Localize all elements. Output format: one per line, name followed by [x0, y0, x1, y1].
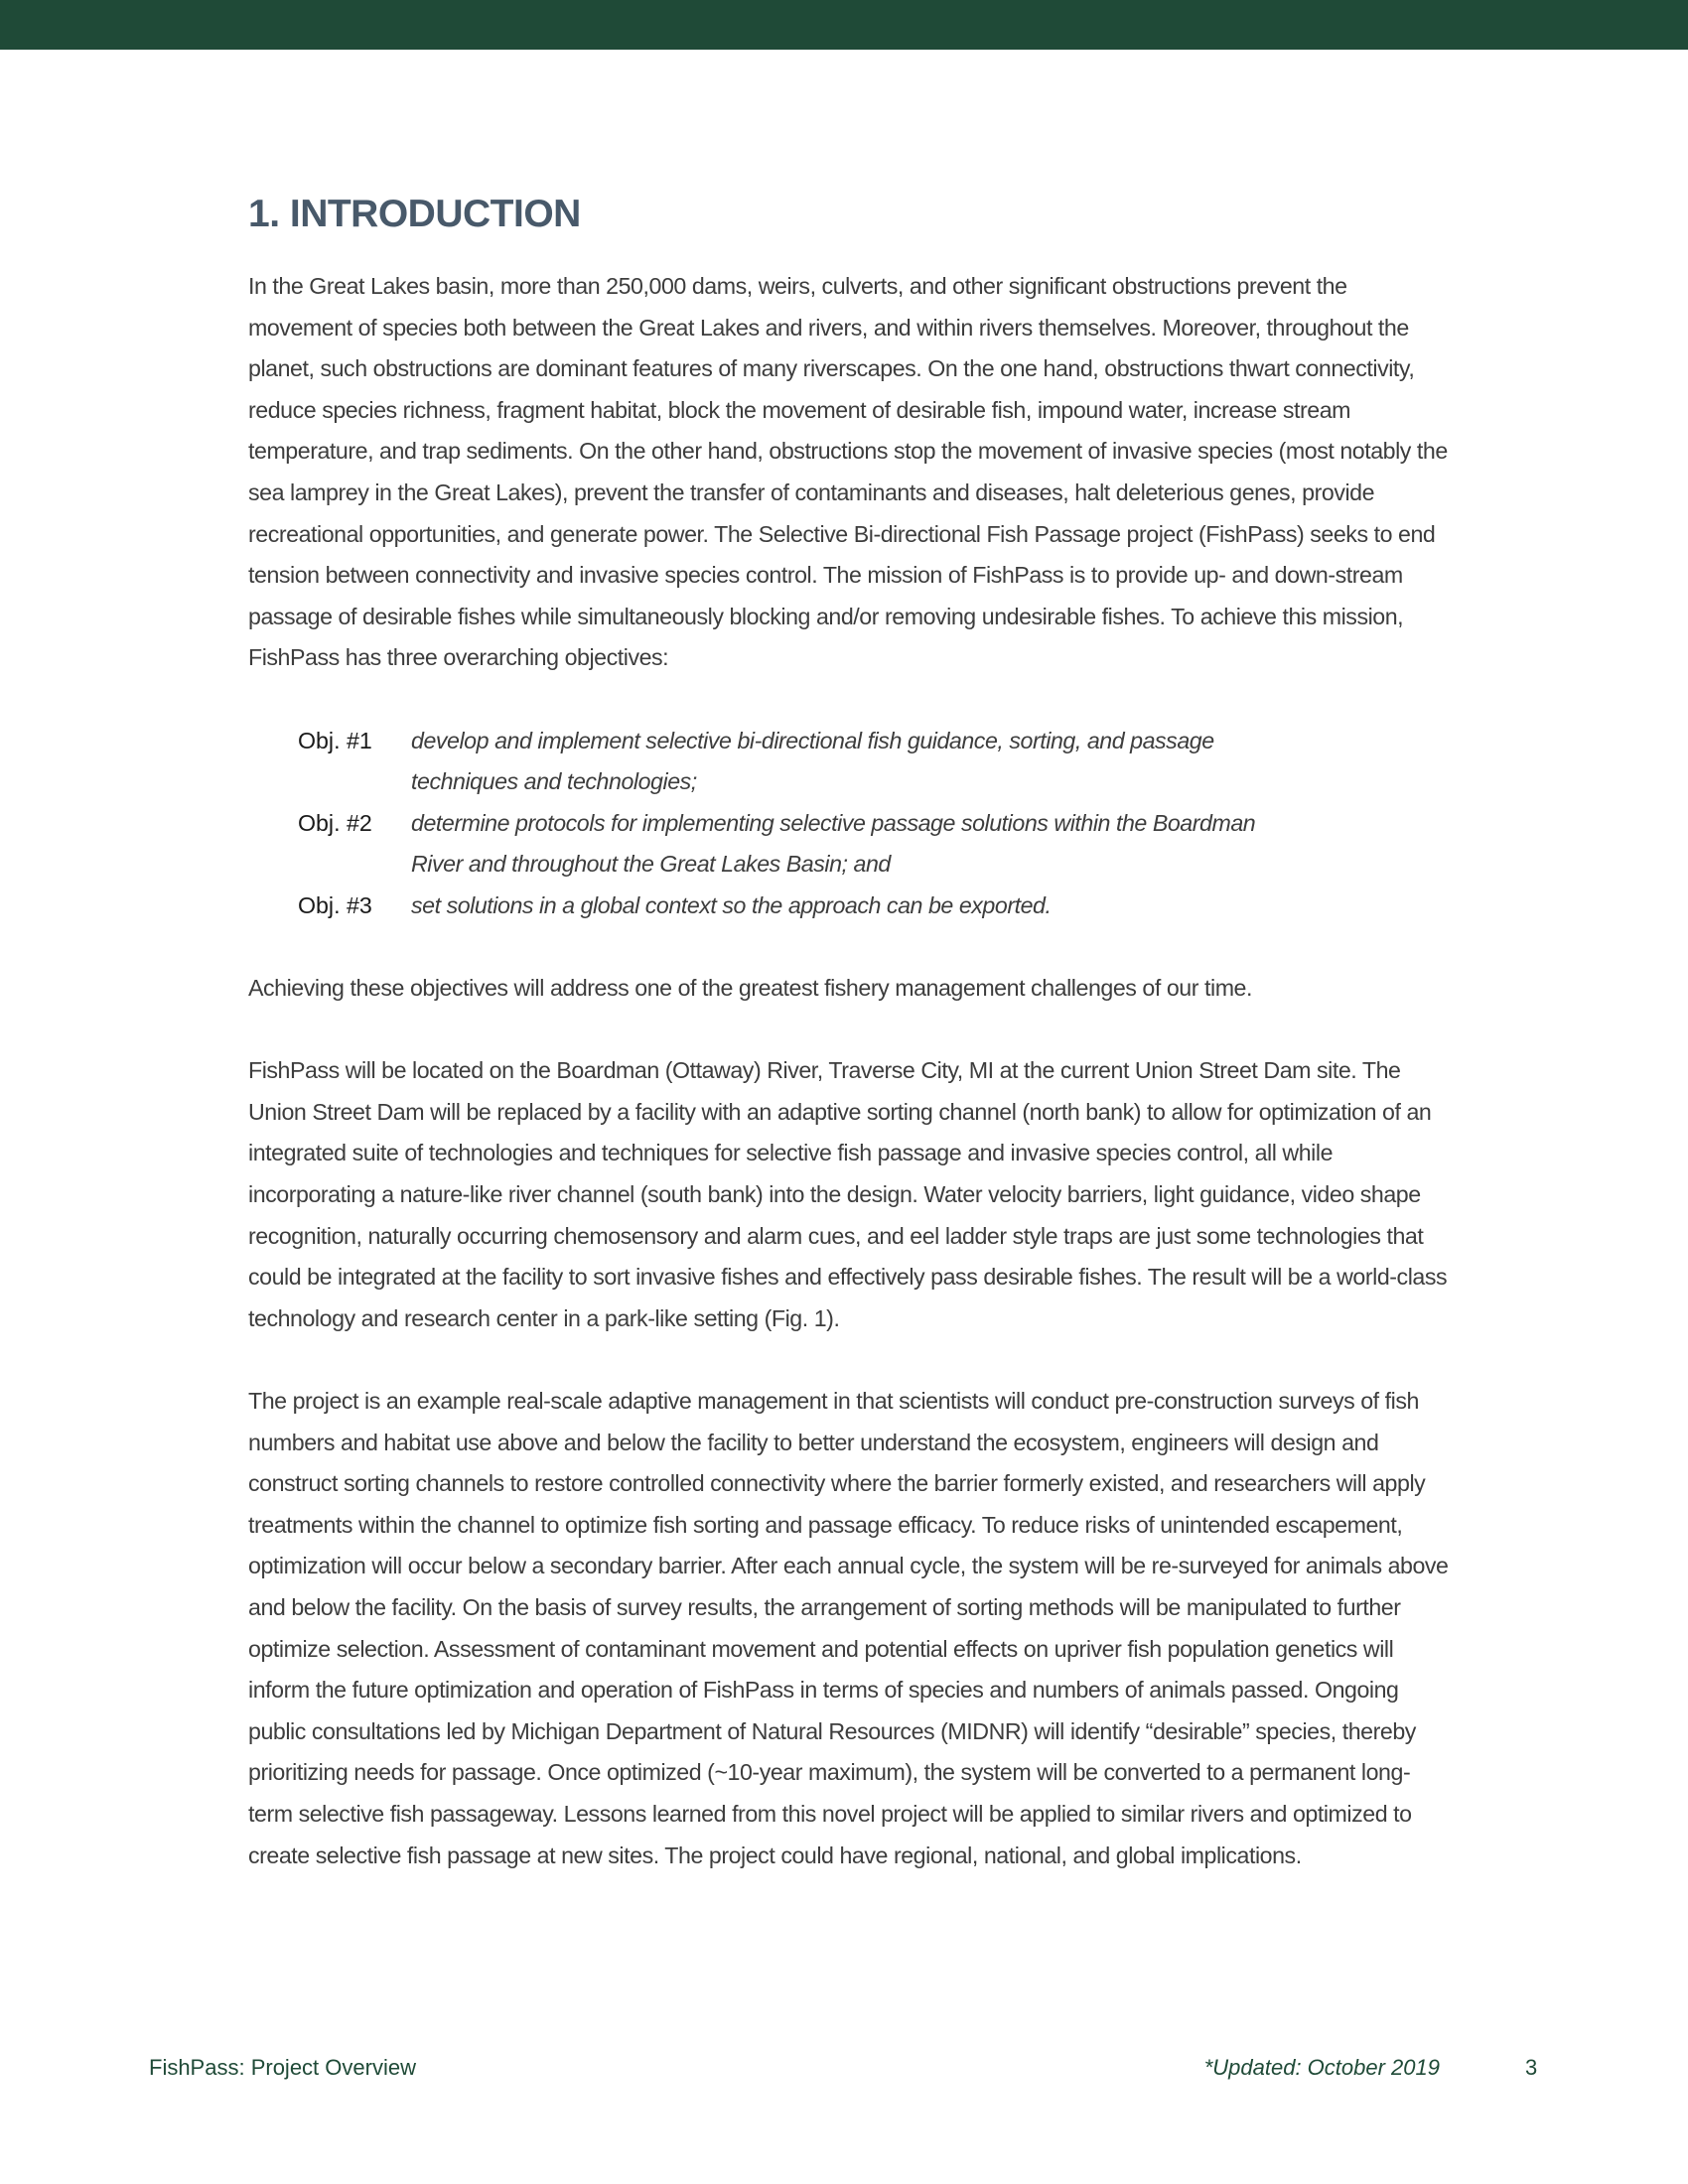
adaptive-management-paragraph: The project is an example real-scale adaptive management in that scientists will conduct pre-construction surveys of fish numbers and habitat use above and below the facility to better understand the ecosystem, engineers will design and construct sorting channels to restore controlled connectivity where the barrier formerly existed, and researchers will apply treatments within the channel to optimize fish sorting and passage efficacy. To reduce risks of unintended escapement, optimization will occur below a secondary barrier. After each annual cycle, the system will be re-surveyed for animals above and below the facility. On the basis of survey results, the arrangement of sorting methods will be manipulated to further optimize selection. Assessment of contaminant movement and potential effects on upriver fish population genetics will inform the future optimization and operation of FishPass in terms of species and numbers of animals passed. Ongoing public consultations led by Michigan Department of Natural Resources (MIDNR) will identify “desirable” species, thereby prioritizing needs for passage. Once optimized (~10-year maximum), the system will be converted to a permanent long-term selective fish passageway. Lessons learned from this novel project will be applied to similar rivers and optimized to create selective fish passage at new sites. The project could have regional, national, and global implications. [248, 1388, 1449, 1868]
objective-text: develop and implement selective bi-directional fish guidance, sorting, and passage techniques and technologies; [411, 727, 1214, 795]
intro-paragraph: In the Great Lakes basin, more than 250,000 dams, weirs, culverts, and other significant obstructions prevent the movement of species both between the Great Lakes and rivers, and within rivers themselves. Moreover, throughout the planet, such obstructions are dominant features of many riverscapes. On the one hand, obstructions thwart connectivity, reduce species richness, fragment habitat, block the movement of desirable fish, impound water, increase stream temperature, and trap sediments. On the other hand, obstructions stop the movement of invasive species (most notably the sea lamprey in the Great Lakes), prevent the transfer of contaminants and diseases, halt deleterious genes, provide recreational opportunities, and generate power. The Selective Bi-directional Fish Passage project (FishPass) seeks to end tension between connectivity and invasive species control. The mission of FishPass is to provide up- and down-stream passage of desirable fishes while simultaneously blocking and/or removing undesirable fishes. To achieve this mission, FishPass has three overarching objectives: [248, 273, 1448, 671]
objective-label: Obj. #1 [298, 727, 372, 753]
objective-text: set solutions in a global context so the approach can be exported. [411, 891, 1052, 918]
objective-item [248, 886, 1450, 927]
objectives-summary-paragraph: Achieving these objectives will address one of the greatest fishery management challenges of our time. [248, 975, 1252, 1002]
objective-text: determine protocols for implementing selective passage solutions within the Boardman River and throughout the Great Lakes Basin; and [411, 809, 1256, 878]
objective-item [248, 721, 1450, 803]
footer-updated: *Updated: October 2019 [1203, 2055, 1440, 2080]
objective-label: Obj. #2 [298, 809, 372, 836]
header-bar [0, 0, 1688, 50]
objectives-list [248, 721, 1450, 927]
page-content [248, 189, 1450, 1876]
page-number: 3 [1525, 2055, 1538, 2080]
section-title: 1. INTRODUCTION [248, 193, 581, 235]
objective-label: Obj. #3 [298, 891, 372, 918]
location-paragraph: FishPass will be located on the Boardman (Ottaway) River, Traverse City, MI at the current Union Street Dam site. The Union Street Dam will be replaced by a facility with an adaptive sorting channel (north bank) to allow for optimization of an integrated suite of technologies and techniques for selective fish passage and invasive species control, all while incorporating a nature-like river channel (south bank) into the design. Water velocity barriers, light guidance, video shape recognition, naturally occurring chemosensory and alarm cues, and eel ladder style traps are just some technologies that could be integrated at the facility to sort invasive fishes and effectively pass desirable fishes. The result will be a world-class technology and research center in a park-like setting (Fig. 1). [248, 1057, 1448, 1331]
footer-title: FishPass: Project Overview [149, 2055, 416, 2080]
objective-item [248, 803, 1450, 886]
